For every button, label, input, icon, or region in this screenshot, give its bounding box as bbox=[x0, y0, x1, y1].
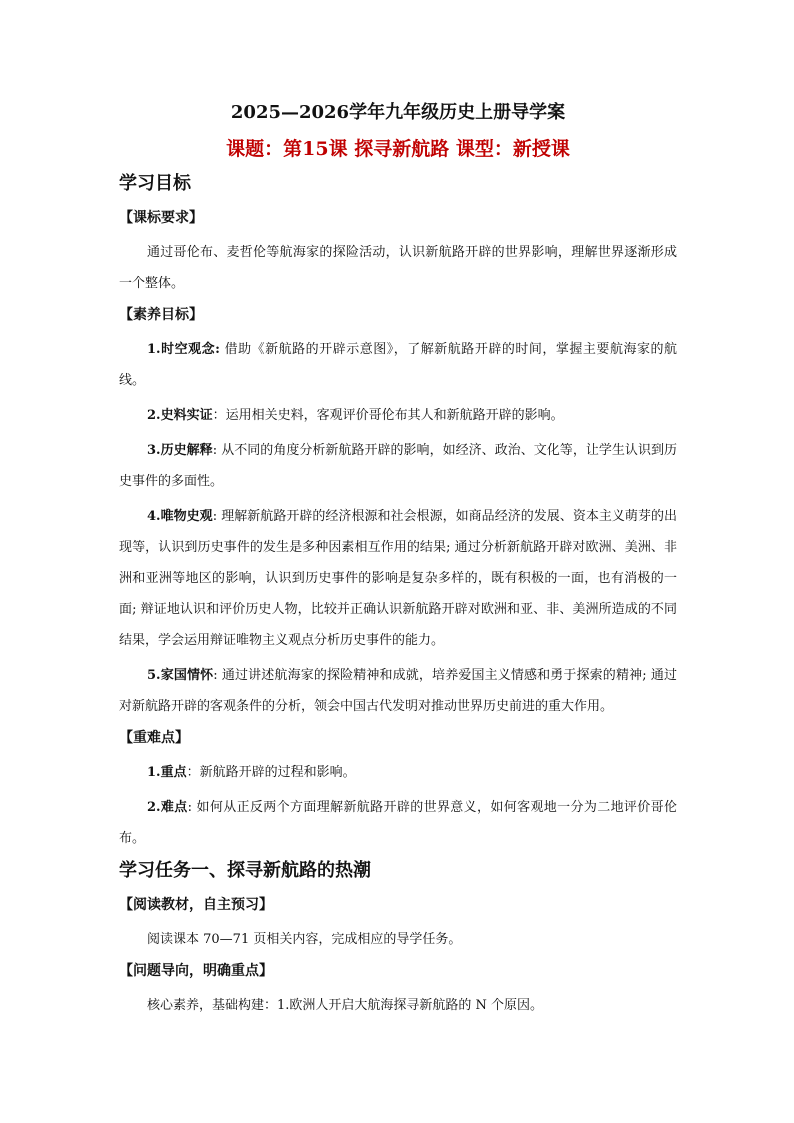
key-point-1-text: ：新航路开辟的过程和影响。 bbox=[186, 765, 356, 780]
literacy-heading: 【素养目标】 bbox=[119, 307, 203, 323]
literacy-item-4 bbox=[119, 501, 677, 656]
key-points-heading: 【重难点】 bbox=[119, 730, 189, 746]
literacy-item-1-lead: 1.时空观念: bbox=[147, 342, 220, 357]
literacy-item-3-lead: 3.历史解释 bbox=[147, 443, 213, 458]
literacy-item-1 bbox=[119, 334, 677, 396]
document-title: 2025—2026学年九年级历史上册导学案 bbox=[230, 102, 566, 123]
literacy-item-2-text: ：运用相关史料，客观评价哥伦布其人和新航路开辟的影响。 bbox=[212, 408, 564, 423]
key-point-1-lead: 1.重点 bbox=[147, 765, 187, 780]
literacy-item-3-text: : 从不同的角度分析新航路开辟的影响，如经济、政治、文化等，让学生认识到历史事件的多面性。 bbox=[119, 443, 677, 489]
literacy-item-2-lead: 2.史料实证 bbox=[147, 408, 213, 423]
literacy-item-2 bbox=[119, 400, 677, 431]
reading-text: 阅读课本 70—71 页相关内容，完成相应的导学任务。 bbox=[147, 932, 462, 947]
literacy-item-4-lead: 4.唯物史观 bbox=[147, 509, 213, 524]
literacy-item-1-text: 借助《新航路的开辟示意图》，了解新航路开辟的时间，掌握主要航海家的航线。 bbox=[119, 342, 677, 388]
literacy-item-5 bbox=[119, 660, 677, 722]
guided-heading: 【问题导向，明确重点】 bbox=[119, 963, 273, 979]
document-body bbox=[119, 100, 677, 1025]
lesson-subtitle: 课题：第15课 探寻新航路 课型：新授课 bbox=[226, 138, 570, 160]
curriculum-heading: 【课标要求】 bbox=[119, 210, 203, 226]
key-point-2-lead: 2.难点 bbox=[147, 800, 188, 815]
key-point-2-text: : 如何从正反两个方面理解新航路开辟的世界意义，如何客观地一分为二地评价哥伦布。 bbox=[119, 800, 678, 846]
literacy-item-4-text: : 理解新航路开辟的经济根源和社会根源，如商品经济的发展、资本主义萌芽的出现等，认识到历史事件的发生是多种因素相互作用的结果; 通过分析新航路开辟对欧洲、美洲、非洲和亚洲等地区的影响，认识到历史事件的影响是复杂多样的，既有积极的一面，也有消极的一面; 辩证地认识和评价历史人物，比较并正确认识新航路开辟对欧洲和亚、非、美洲所造成的不同结果，学会运用辩证唯物主义观点分析历史事件的能力。 bbox=[119, 509, 677, 648]
key-point-1 bbox=[119, 757, 677, 788]
guided-text: 核心素养，基础构建：1.欧洲人开启大航海探寻新航路的 N 个原因。 bbox=[147, 998, 544, 1013]
key-point-2 bbox=[119, 792, 677, 854]
literacy-item-3 bbox=[119, 435, 677, 497]
literacy-item-5-lead: 5.家国情怀 bbox=[147, 668, 214, 683]
objectives-heading: 学习目标 bbox=[119, 173, 191, 194]
literacy-item-5-text: : 通过讲述航海家的探险精神和成就，培养爱国主义情感和勇于探索的精神; 通过对新航路开辟的客观条件的分析，领会中国古代发明对推动世界历史前进的重大作用。 bbox=[119, 668, 677, 714]
curriculum-text: 通过哥伦布、麦哲伦等航海家的探险活动，认识新航路开辟的世界影响，理解世界逐渐形成一个整体。 bbox=[119, 245, 677, 291]
task1-heading: 学习任务一、探寻新航路的热潮 bbox=[119, 860, 371, 881]
reading-heading: 【阅读教材，自主预习】 bbox=[119, 897, 273, 913]
